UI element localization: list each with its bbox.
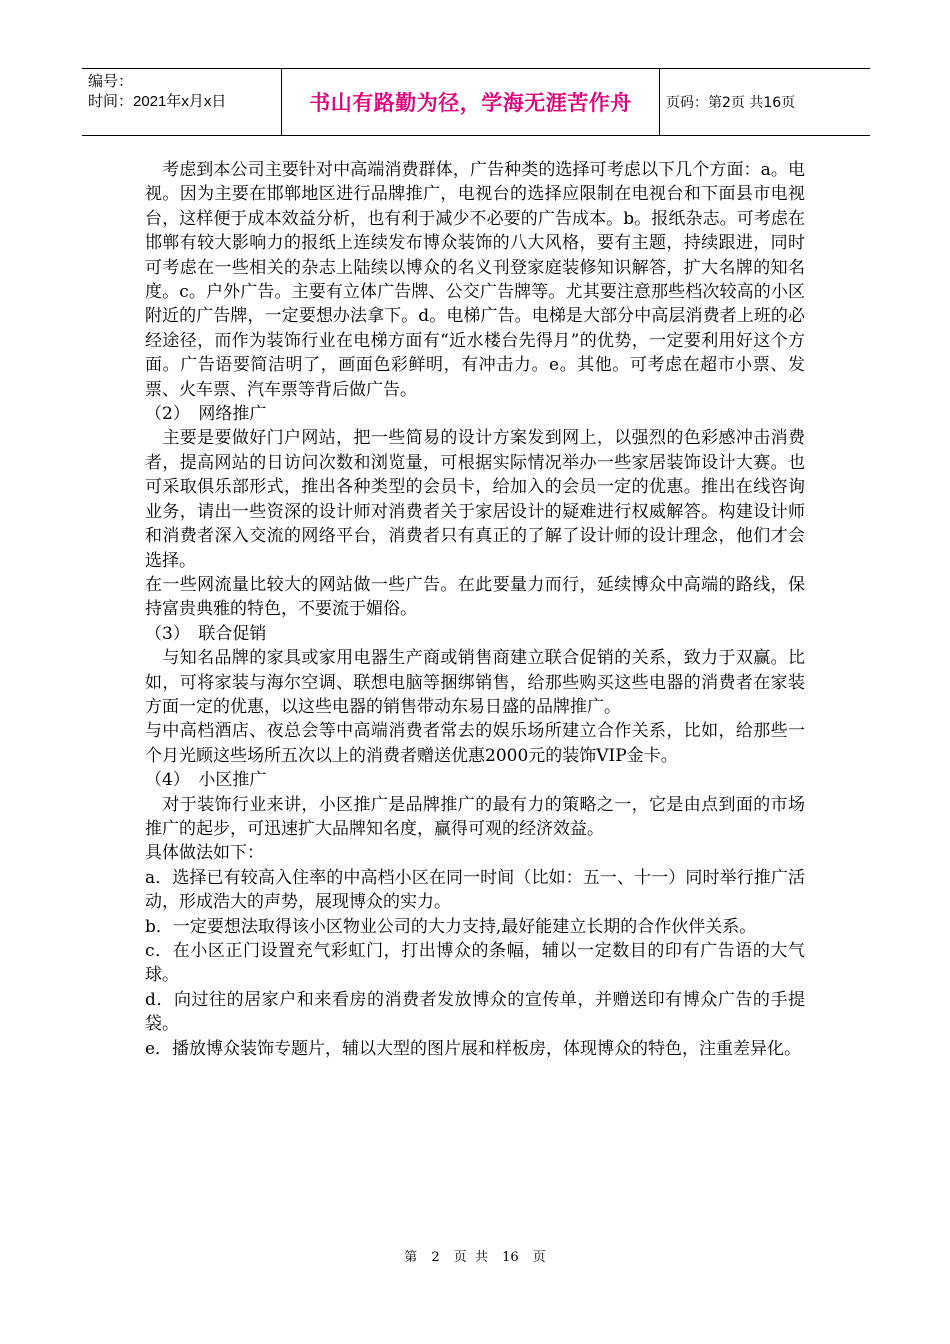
heading-community-promotion: （4） 小区推广 — [145, 770, 267, 791]
page-footer — [0, 1246, 950, 1265]
list-item-a: a．选择已有较高入住率的中高档小区在同一时间（比如：五一、十一）同时举行推广活动，形成浩大的声势，展现博众的实力。 — [145, 867, 805, 913]
header-motto: 书山有路勤为径，学海无涯苦作舟 — [282, 69, 660, 135]
heading-joint-promotion: （3） 联合促销 — [145, 623, 267, 644]
document-number-label: 编号： — [88, 73, 134, 90]
footer-total-pages: 16 — [502, 1250, 519, 1265]
header-meta — [82, 69, 282, 135]
paragraph-ad-types: 考虑到本公司主要针对中高端消费群体，广告种类的选择可考虑以下几个方面：a。电视。因为主要在邯郸地区进行品牌推广，电视台的选择应限制在电视台和下面县市电视台，这样便于成本效益分析，也有利于减少不必要的广告成本。b。报纸杂志。可考虑在邯郸有较大影响力的报纸上连续发布博众装饰的八大风格，要有主题，持续跟进，同时可考虑在一些相关的杂志上陆续以博众的名义刊登家庭装修知识解答，扩大名牌的知名度。c。户外广告。主要有立体广告牌、公交广告牌等。尤其要注意那些档次较高的小区附近的广告牌，一定要想办法拿下。d。电梯广告。电梯是大部分中高层消费者上班的必经途径，而作为装饰行业在电梯方面有“近水楼台先得月”的优势，一定要利用好这个方面。广告语要简洁明了，画面色彩鲜明，有冲击力。e。其他。可考虑在超市小票、发票、火车票、汽车票等背后做广告。 — [145, 160, 805, 400]
footer-suffix: 页 — [532, 1250, 546, 1265]
document-date: 时间：2021年x月x日 — [88, 93, 227, 110]
heading-online-promotion: （2） 网络推广 — [145, 404, 267, 425]
paragraph-community-intro: 对于装饰行业来讲，小区推广是品牌推广的最有力的策略之一，它是由点到面的市场推广的起步，可迅速扩大品牌知名度，赢得可观的经济效益。 — [145, 794, 805, 839]
header-page-info: 页码：第2页 共16页 — [666, 95, 796, 111]
list-item-e: e．播放博众装饰专题片，辅以大型的图片展和样板房，体现博众的特色，注重差异化。 — [145, 1038, 802, 1059]
paragraph-online-promotion: 主要是要做好门户网站，把一些简易的设计方案发到网上，以强烈的色彩感冲击消费者，提高网站的日访问次数和浏览量，可根据实际情况举办一些家居装饰设计大赛。也可采取俱乐部形式，推出各种类型的会员卡，给加入的会员一定的优惠。推出在线咨询业务，请出一些资深的设计师对消费者关于家居设计的疑难进行权威解答。构建设计师和消费者深入交流的网络平台，消费者只有真正的了解了设计师的设计理念，他们才会选择。 — [145, 428, 805, 571]
page-header — [82, 68, 870, 136]
paragraph-method-intro: 具体做法如下： — [145, 843, 264, 864]
paragraph-joint-venues: 与中高档酒店、夜总会等中高端消费者常去的娱乐场所建立合作关系，比如，给那些一个月光顾这些场所五次以上的消费者赠送优惠2000元的装饰VIP金卡。 — [145, 721, 805, 766]
list-item-c: c．在小区正门设置充气彩虹门，打出博众的条幅，辅以一定数目的印有广告语的大气球。 — [145, 941, 805, 986]
footer-current-page: 2 — [431, 1250, 440, 1265]
footer-mid: 页 共 — [453, 1250, 488, 1265]
paragraph-joint-brands: 与知名品牌的家具或家用电器生产商或销售商建立联合促销的关系，致力于双赢。比如，可将家装与海尔空调、联想电脑等捆绑销售，给那些购买这些电器的消费者在家装方面一定的优惠，以这些电器的销售带动东易日盛的品牌推广。 — [145, 648, 805, 717]
list-item-b: b．一定要想法取得该小区物业公司的大力支持,最好能建立长期的合作伙伴关系。 — [145, 916, 757, 937]
list-item-d: d．向过往的居家户和来看房的消费者发放博众的宣传单，并赠送印有博众广告的手提袋。 — [145, 989, 805, 1035]
footer-prefix: 第 — [404, 1250, 418, 1265]
document-body — [145, 158, 805, 1061]
paragraph-website-ads: 在一些网流量比较大的网站做一些广告。在此要量力而行，延续博众中高端的路线，保持富贵典雅的特色，不要流于媚俗。 — [145, 574, 805, 620]
